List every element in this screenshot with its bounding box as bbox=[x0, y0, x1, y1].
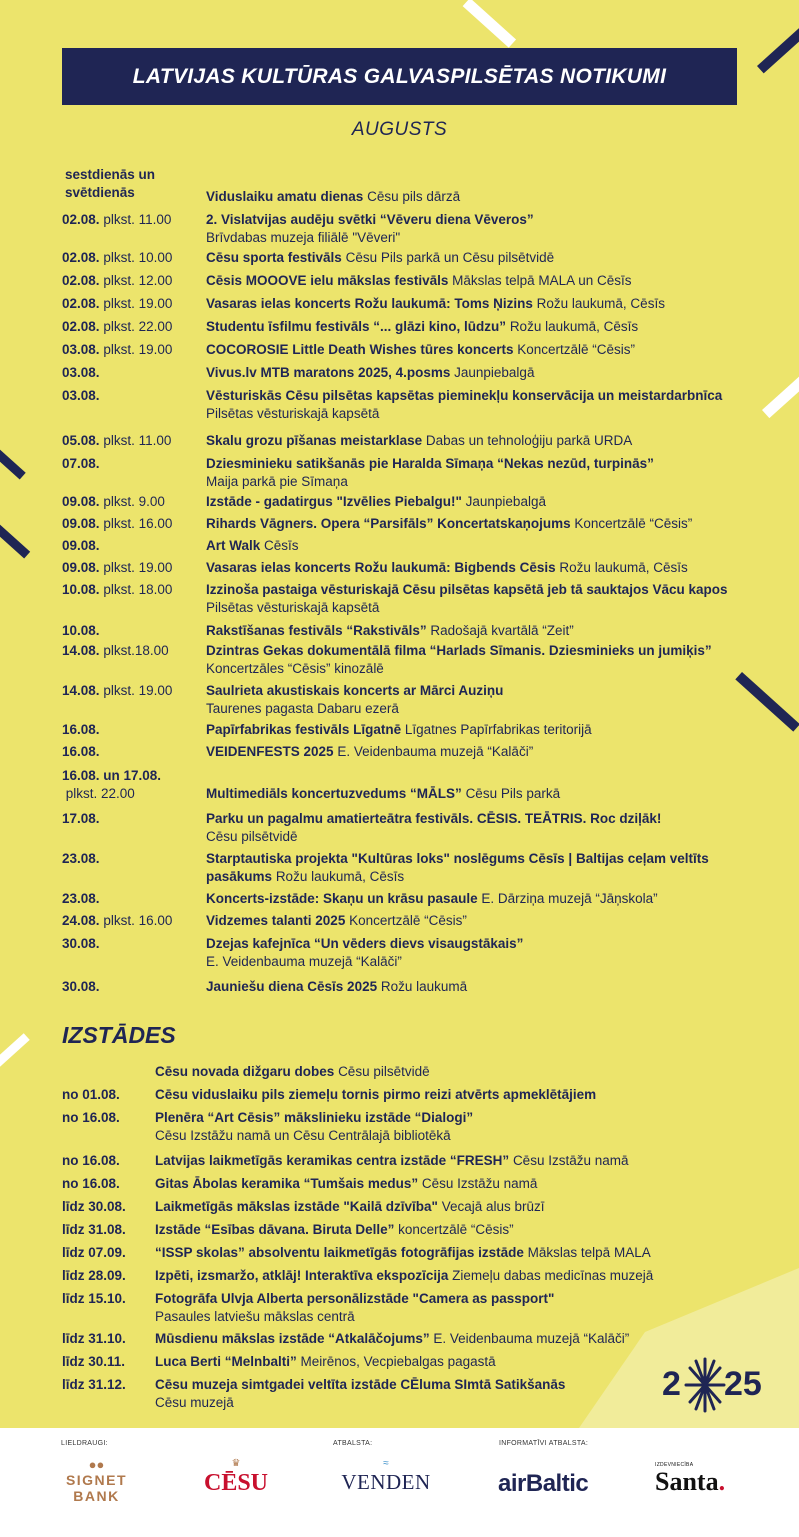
decor-stripe bbox=[0, 446, 26, 479]
asterisk-icon bbox=[684, 1357, 726, 1413]
exhibitions-heading: IZSTĀDES bbox=[62, 1022, 176, 1048]
logo-2025: 2 25 bbox=[662, 1357, 772, 1413]
signet-bank-logo: ●● SIGNET BANK bbox=[54, 1458, 139, 1504]
month-subtitle: AUGUSTS bbox=[351, 119, 448, 140]
cesu-logo: ♛ CĒSU bbox=[196, 1458, 276, 1496]
venden-logo: ≈ VENDEN bbox=[331, 1458, 441, 1494]
decor-stripe bbox=[762, 370, 799, 418]
signet-icon: ●● bbox=[88, 1457, 105, 1472]
page-title: LATVIJAS KULTŪRAS GALVASPILSĒTAS NOTIKUMI bbox=[62, 48, 737, 105]
label-support: ATBALSTA: bbox=[333, 1440, 373, 1447]
decor-stripe bbox=[0, 521, 30, 558]
decor-stripe bbox=[0, 1033, 30, 1066]
wave-icon: ≈ bbox=[383, 1458, 389, 1469]
santa-logo: IZDEVNIECĪBA Santa. bbox=[655, 1462, 726, 1496]
decor-stripe bbox=[757, 26, 799, 74]
event-poster: LATVIJAS KULTŪRAS GALVASPILSĒTAS NOTIKUMI AUGUSTS sestdienās un svētdienās Viduslaiku amatu dienas Cēsu pils dārzā 02.08. plkst. 11.00 2. Vislatvijas audēju svētki “Vēveru diena Vēveros” Brīvdabas muzeja filiālē "Vēveri" 02.08. plkst. 10.00 Cēsu sporta festivāls Cēsu Pils parkā un Cēsu pilsētvidē 02.08. plkst. 12.00 Cēsis MOOOVE ielu mākslas festivāls Mākslas telpā MALA un Cēsīs 02.08. plkst. 19.00 Vasaras ielas koncerts Rožu laukumā: Toms Ņizins Rožu laukumā, Cēsīs 02.08. plkst. 22.00 Studentu īsfilmu festivāls “... glāzi kino, lūdzu” Rožu laukumā, Cēsīs 03.08. plkst. 19.00 COCOROSIE Little Death Wishes tūres koncerts Koncertzālē “Cēsis” 03.08. Vivus.lv MTB maratons 2025, 4.posms Jaunpiebalgā 03.08. Vēsturiskās Cēsu pilsētas kapsētas pieminekļu konservācija un meistardarbnīca Pilsētas vēsturiskajā kapsētā 05.08. plkst. 11.00 Skalu grozu pīšanas meistarklase Dabas un tehnoloģiju parkā URDA 07.08. Dziesminieku satikšanās pie Haralda Sīmaņa “Nekas nezūd, turpinās” Maija parkā pie Sīmaņa 09.08. plkst. 9.00 Izstāde - gadatirgus "Izvēlies Piebalgu!" Jaunpiebalgā 09.08. plkst. 16.00 Rihards Vāgners. Opera “Parsifāls” Koncertatskaņojums Koncertzālē “Cēsis” 09.08. Art Walk Cēsīs 09.08. plkst. 19.00 Vasaras ielas koncerts Rožu laukumā: Bigbends Cēsis Rožu laukumā, Cēsīs 10.08. plkst. 18.00 Izzinoša pastaiga vēsturiskajā Cēsu pilsētas kapsētā jeb tā sauktajos Vācu kapos Pilsētas vēsturiskajā kapsētā 10.08. Rakstīšanas festivāls “Rakstivāls” Radošajā kvartālā “Zeit” 14.08. plkst.18.00 Dzintras Gekas dokumentālā filma “Harlads Sīmanis. Dziesminieks un jumiķis” Koncertzāles “Cēsis” kinozālē 14.08. plkst. 19.00 Saulrieta akustiskais koncerts ar Mārci Auziņu Taurenes pagasta Dabaru ezerā 16.08. Papīrfabrikas festivāls Līgatnē Līgatnes Papīrfabrikas teritorijā 16.08. VEIDENFESTS 2025 E. Veidenbauma muzejā “Kalāči” 16.08. un 17.08. plkst. 22.00 Multimediāls koncertuzvedums “MĀLS” Cēsu Pils parkā 17.08. Parku un pagalmu amatierteātra festivāls. CĒSIS. TEĀTRIS. Roc dziļāk! Cēsu pilsētvidē 23.08. Starptautiska projekta "Kultūras loks" noslēgums Cēsīs | Baltijas ceļam veltīts pasākums Rožu laukumā, Cēsīs 23.08. Koncerts-izstāde: Skaņu un krāsu pasaule E. Dārziņa muzejā “Jāņskola” 24.08. plkst. 16.00 Vidzemes talanti 2025 Koncertzālē “Cēsis” 30.08. Dzejas kafejnīca “Un vēders dievs visaugstākais” E. Veidenbauma muzejā “Kalāči” 30.08. Jauniešu diena Cēsīs 2025 Rožu laukumā IZSTĀDES Cēsu novada dižgaru dobes Cēsu pilsētvidē no 01.08. Cēsu viduslaiku pils ziemeļu tornis pirmo reizi atvērts apmeklētājiem no 16.08. Plenēra “Art Cēsis” mākslinieku izstāde “Dialogi” Cēsu Izstāžu namā un Cēsu Centrālajā bibliotēkā no 16.08. Latvijas laikmetīgās keramikas centra izstāde “FRESH” Cēsu Izstāžu namā no 16.08. Gitas Ābolas keramika “Tumšais medus” Cēsu Izstāžu namā līdz 30.08. Laikmetīgās mākslas izstāde "Kailā dzīvība" Vecajā alus brūzī līdz 31.08. Izstāde “Esības dāvana. Biruta Delle” koncertzālē “Cēsis” līdz 07.09. “ISSP skolas” absolventu laikmetīgās fotogrāfijas izstāde Mākslas telpā MALA līdz 28.09. Izpēti, izsmaržo, atklāj! Interaktīva ekspozīcija Ziemeļu dabas medicīnas muzejā līdz 15.10. Fotogrāfa Ulvja Alberta personālizstāde "Camera as passport" Pasaules latviešu mākslas centrā līdz 31.10. Mūsdienu mākslas izstāde “Atkalāčojums” E. Veidenbauma muzejā “Kalāči” līdz 30.11. Luca Berti “Melnbalti” Meirēnos, Vecpiebalgas pagastā līdz 31.12. Cēsu muzeja simtgadei veltīta izstāde CĒluma SImtā Satikšanās Cēsu muzejā 2 25 bbox=[0, 0, 799, 1428]
crown-icon: ♛ bbox=[231, 1458, 241, 1469]
decor-stripe bbox=[463, 0, 516, 48]
label-friends: LIELDRAUGI: bbox=[61, 1440, 108, 1447]
airbaltic-logo: airBaltic bbox=[498, 1470, 589, 1497]
weekend-label: sestdienās un svētdienās bbox=[65, 167, 156, 200]
label-info: INFORMATĪVI ATBALSTA: bbox=[499, 1440, 589, 1447]
sponsor-footer bbox=[0, 1428, 799, 1537]
